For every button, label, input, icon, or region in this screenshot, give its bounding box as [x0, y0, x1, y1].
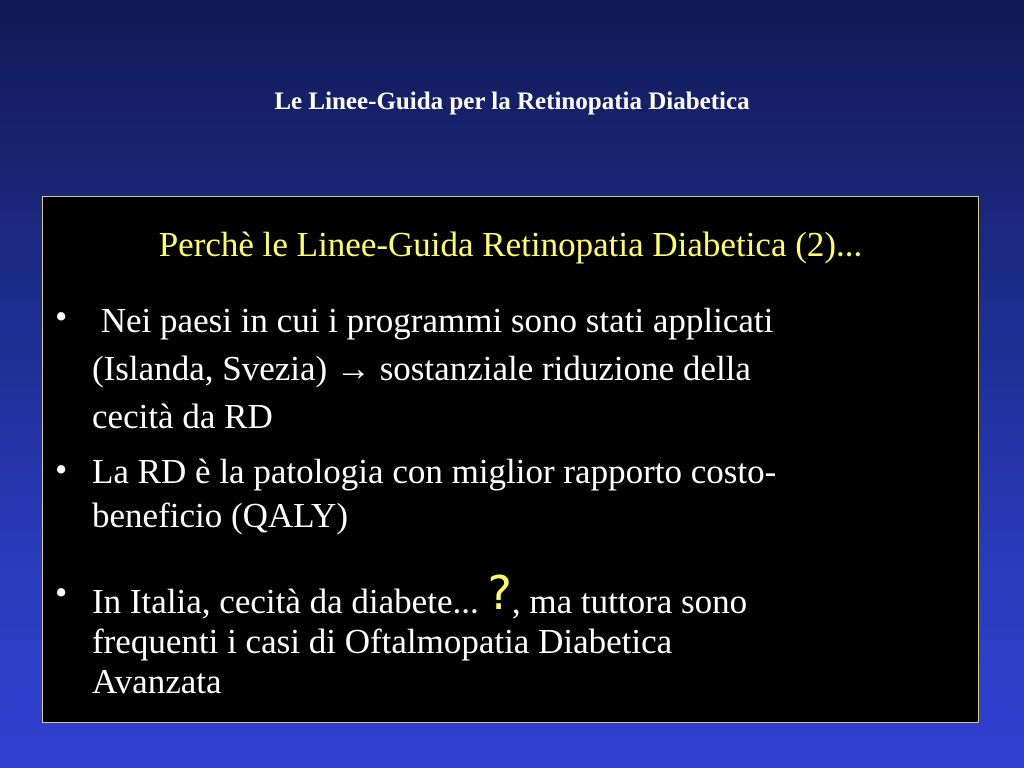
bullet-line: La RD è la patologia con miglior rapporto costo- — [92, 452, 777, 491]
question-mark-highlight: ? — [487, 566, 512, 620]
bullet-icon: • — [55, 573, 68, 612]
bullet-line: beneficio (QALY) — [92, 496, 348, 535]
bullet-text — [92, 297, 962, 441]
bullet-text — [92, 566, 962, 702]
content-box — [42, 196, 979, 723]
bullet-text — [92, 450, 962, 538]
arrow-right-icon: → — [335, 349, 371, 388]
box-heading: Perchè le Linee-Guida Retinopatia Diabetica (2)... — [158, 225, 863, 264]
bullet-line: Avanzata — [92, 662, 222, 701]
bullet-line: In Italia, cecità da diabete... — [92, 582, 488, 621]
bullet-line: (Islanda, Svezia) — [92, 349, 328, 388]
bullet-line: frequenti i casi di Oftalmopatia Diabetica — [92, 622, 673, 661]
bullet-icon: • — [55, 450, 68, 489]
bullet-line: cecità da RD — [92, 397, 273, 436]
bullet-line: sostanziale riduzione della — [379, 349, 751, 388]
slide-title: Le Linee-Guida per la Retinopatia Diabetica — [274, 88, 750, 115]
bullet-icon: • — [55, 297, 68, 336]
bullet-line: , ma tuttora sono — [511, 582, 748, 621]
bullet-line: Nei paesi in cui i programmi sono stati applicati — [92, 301, 774, 340]
